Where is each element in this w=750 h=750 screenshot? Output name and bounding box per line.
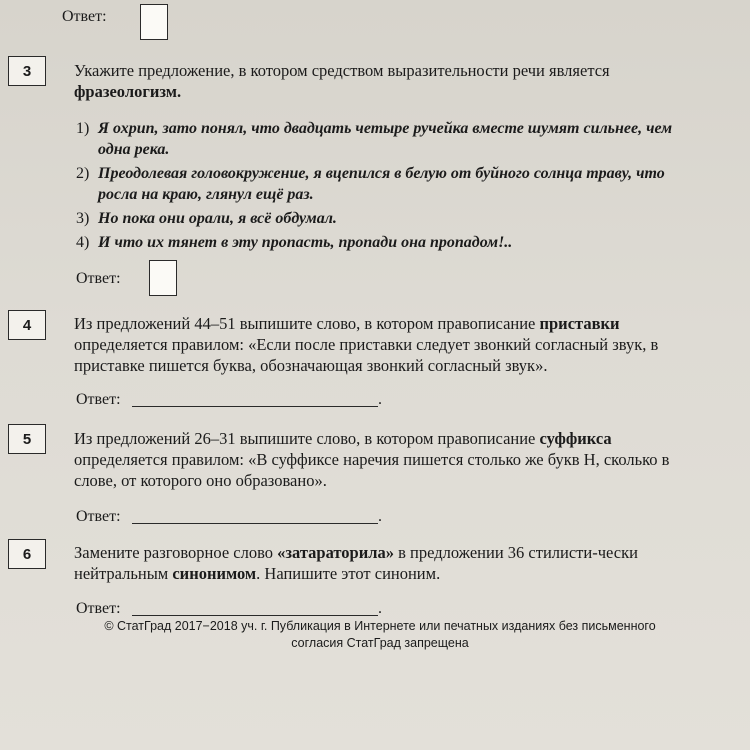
option-4-number: 4) <box>76 234 90 251</box>
option-4[interactable] <box>76 232 686 253</box>
answer-label-prev: Ответ: <box>62 8 107 25</box>
copyright-footer <box>80 618 680 652</box>
answer-line-5[interactable] <box>132 523 378 524</box>
answer-box-3[interactable] <box>149 260 177 296</box>
question-number-6: 6 <box>8 539 46 569</box>
question-3-options <box>76 118 686 253</box>
option-1-number: 1) <box>76 120 90 137</box>
option-2[interactable] <box>76 163 686 205</box>
answer-line-4[interactable] <box>132 406 378 407</box>
answer-line-6[interactable] <box>132 615 378 616</box>
answer-dot-5: . <box>378 508 382 525</box>
question-3-text-bold: фразеологизм. <box>74 82 182 101</box>
question-number-4: 4 <box>8 310 46 340</box>
question-6-text-b: в предложении 36 стилисти-чески нейтральным <box>74 543 638 583</box>
question-4-text-b: определяется правилом: «Если после приставки следует звонкий согласный звук, в приставке пишется буква, обозначающая звонкий согласный звук». <box>74 335 659 375</box>
option-2-number: 2) <box>76 165 90 182</box>
question-number-5: 5 <box>8 424 46 454</box>
question-6-text-c: . Напишите этот синоним. <box>256 564 441 583</box>
answer-label-3: Ответ: <box>76 270 121 287</box>
question-4-text <box>74 313 682 376</box>
answer-label-6: Ответ: <box>76 600 121 617</box>
option-4-text: И что их тянет в эту пропасть, пропади она пропадом!.. <box>98 234 513 251</box>
option-1[interactable] <box>76 118 686 160</box>
question-6-text-a: Замените разговорное слово <box>74 543 278 562</box>
answer-dot-6: . <box>378 600 382 617</box>
option-2-text: Преодолевая головокружение, я вцепился в белую от буйного солнца траву, что росла на краю, глянул ещё раз. <box>98 165 665 203</box>
question-5-text <box>74 428 682 491</box>
question-5-text-a: Из предложений 26–31 выпишите слово, в котором правописание <box>74 429 540 448</box>
question-3-text-main: Укажите предложение, в котором средством выразительности речи является <box>74 61 610 80</box>
option-1-text: Я охрип, зато понял, что двадцать четыре ручейка вместе шумят сильнее, чем одна река. <box>98 120 673 158</box>
answer-label-4: Ответ: <box>76 391 121 408</box>
footer-line-2: согласия СтатГрад запрещена <box>291 636 469 650</box>
option-3-text: Но пока они орали, я всё обдумал. <box>98 210 337 227</box>
question-6-text-bold2: синонимом <box>172 564 257 583</box>
answer-box-prev[interactable] <box>140 4 168 40</box>
question-4-text-a: Из предложений 44–51 выпишите слово, в котором правописание <box>74 314 540 333</box>
question-number-3: 3 <box>8 56 46 86</box>
option-3[interactable] <box>76 208 686 229</box>
question-6-text-bold1: «затараторила» <box>277 543 394 562</box>
question-5-text-bold: суффикса <box>539 429 612 448</box>
answer-label-5: Ответ: <box>76 508 121 525</box>
question-6-text <box>74 542 680 584</box>
question-5-text-b: определяется правилом: «В суффиксе наречия пишется столько же букв Н, сколько в слове, от которого оно образовано». <box>74 450 670 490</box>
question-4-text-bold: приставки <box>539 314 620 333</box>
question-3-text <box>74 60 680 102</box>
footer-line-1: © СтатГрад 2017−2018 уч. г. Публикация в Интернете или печатных изданиях без письменного <box>104 619 656 633</box>
option-3-number: 3) <box>76 210 90 227</box>
answer-dot-4: . <box>378 391 382 408</box>
